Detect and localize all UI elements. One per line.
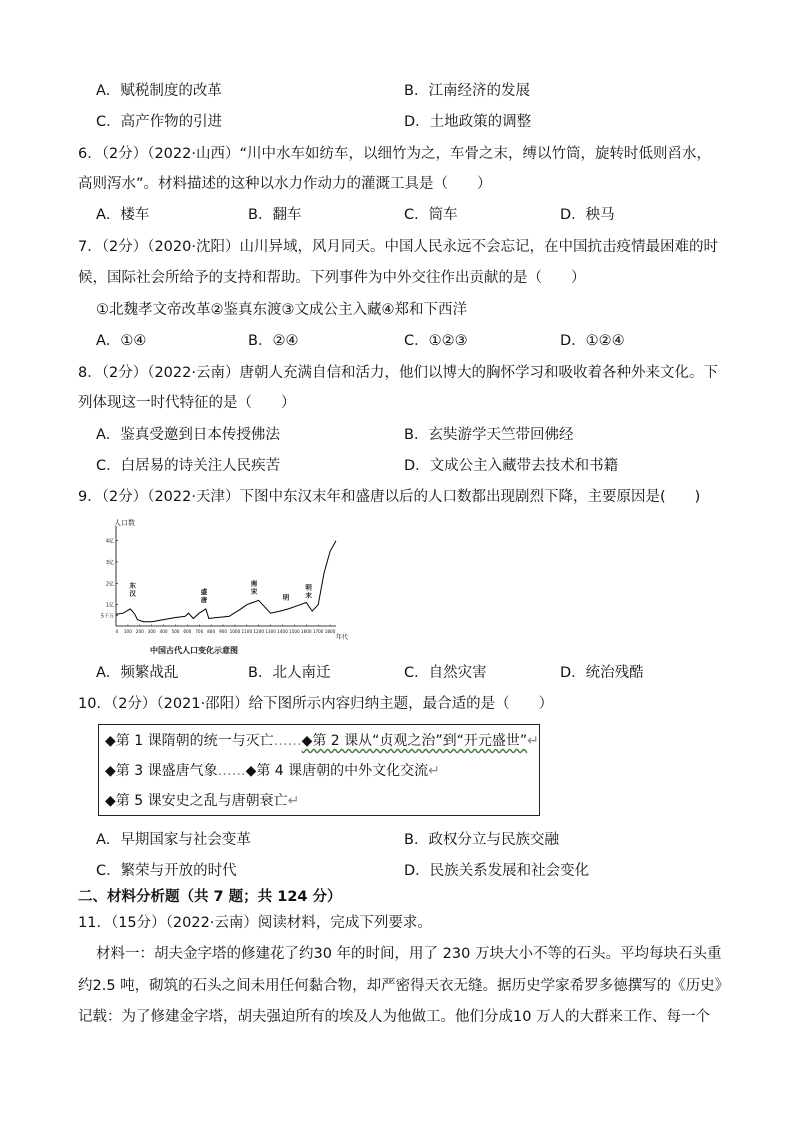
- y-tick-label: 5千万: [100, 613, 114, 620]
- lesson-list-box: [98, 724, 540, 816]
- period-annotation: 汉: [129, 589, 136, 598]
- q8-option-b: B．玄奘游学天竺带回佛经: [404, 427, 574, 443]
- period-annotation: 宋: [250, 587, 258, 596]
- x-tick-label: 1300: [265, 629, 276, 634]
- lesson-2: ◆第 2 课从“贞观之治”到“开元盛世”: [301, 733, 528, 749]
- x-tick-label: 400: [159, 629, 168, 634]
- q10-stem-line1: 10．（2分）（2021·邵阳）给下图所示内容归纳主题，最合适的是（ ）: [78, 696, 554, 712]
- q5-option-a: A．赋税制度的改革: [96, 83, 222, 99]
- lesson-row-3: [105, 791, 299, 811]
- q6-stem-line2: 高则泻水”。材料描述的这种以水力作动力的灌溉工具是（ ）: [78, 176, 492, 192]
- x-tick-label: 500: [171, 629, 180, 634]
- x-tick-label: 100: [123, 629, 132, 634]
- population-series-line: [116, 541, 336, 622]
- return-mark-1: ↵: [527, 733, 539, 749]
- period-annotation: 东: [129, 581, 136, 590]
- lesson-1: ◆第 1 课隋朝的统一与灭亡: [105, 733, 274, 749]
- q9-option-a: A．频繁战乱: [96, 665, 179, 681]
- dots-1: ……: [273, 733, 302, 749]
- q11-material-line1: 材料一：胡夫金字塔的修建花了约30 年的时间，用了 230 万块大小不等的石头。平均每块石头重: [96, 946, 722, 962]
- q9-option-c: C．自然灾害: [404, 665, 487, 681]
- x-tick-label: 300: [147, 629, 156, 634]
- q8-option-c: C．白居易的诗关注人民疾苦: [96, 458, 281, 474]
- period-annotation: 南: [250, 579, 258, 588]
- period-annotation: 唐: [200, 596, 208, 604]
- chart-ylabel: 人口数: [114, 519, 135, 527]
- q6-option-d: D．秧马: [560, 207, 615, 223]
- q5-option-d: D．土地政策的调整: [404, 114, 532, 130]
- lesson-4: ◆第 4 课唐朝的中外文化交流: [245, 763, 429, 779]
- q11-material-line2: 约2.5 吨，砌筑的石头之间未用任何黏合物，却严密得天衣无缝。据历史学家希罗多德撰写的《历史》: [78, 978, 730, 994]
- q5-option-b: B．江南经济的发展: [404, 83, 530, 99]
- q8-option-a: A．鉴真受邀到日本传授佛法: [96, 427, 280, 443]
- lesson-3: ◆第 3 课盛唐气象: [105, 763, 218, 779]
- lesson-row-2: [105, 761, 440, 781]
- q8-stem-line1: 8．（2分）（2022·云南）唐朝人充满自信和活力，他们以博大的胸怀学习和吸收着各种外来文化。下: [78, 365, 718, 381]
- lesson-row-1: [105, 731, 539, 751]
- x-tick-label: 1500: [289, 629, 300, 634]
- q9-option-d: D．统治残酷: [560, 665, 644, 681]
- chart-line-group: [116, 541, 336, 622]
- q6-stem-line1: 6．（2分）（2022·山西）“川中水车如纺车，以细竹为之，车骨之末，缚以竹筒，旋转时低则舀水，: [78, 146, 711, 162]
- q7-option-d: D．①②④: [560, 333, 625, 349]
- period-annotation: 明: [305, 583, 312, 592]
- q8-option-d: D．文成公主入藏带去技术和书籍: [404, 458, 619, 474]
- q6-option-b: B．翻车: [248, 207, 302, 223]
- x-tick-label: 700: [195, 629, 204, 634]
- q6-option-a: A．楼车: [96, 207, 150, 223]
- q10-option-c: C．繁荣与开放的时代: [96, 863, 237, 879]
- q7-option-c: C．①②③: [404, 333, 468, 349]
- lesson-5: ◆第 5 课安史之乱与唐朝衰亡: [105, 793, 288, 809]
- y-tick-label: 1亿: [105, 602, 114, 609]
- dots-2: ……: [217, 763, 246, 779]
- return-mark-2: ↵: [428, 763, 440, 779]
- chart-ticks: [101, 538, 336, 634]
- q6-option-c: C．筒车: [404, 207, 458, 223]
- q8-stem-line2: 列体现这一时代特征的是（ ）: [78, 395, 296, 411]
- q9-stem-line1: 9．（2分）（2022·天津）下图中东汉末年和盛唐以后的人口数都出现剧烈下降，主要原因是( ): [78, 489, 701, 505]
- x-tick-label: 1100: [241, 629, 253, 634]
- x-tick-label: 1000: [229, 629, 241, 634]
- q5-option-c: C．高产作物的引进: [96, 114, 223, 130]
- q11-material-line3: 记载：为了修建金字塔，胡夫强迫所有的埃及人为他做工。他们分成10 万人的大群来工作、每一个: [78, 1009, 711, 1025]
- q10-option-a: A．早期国家与社会变革: [96, 832, 251, 848]
- x-tick-label: 900: [219, 629, 228, 634]
- return-mark-3: ↵: [287, 793, 300, 809]
- q7-option-a: A．①④: [96, 333, 147, 349]
- y-tick-label: 2亿: [105, 581, 114, 588]
- q7-stem-line1: 7．（2分）（2020·沈阳）山川异域，风月同天。中国人民永远不会忘记，在中国抗击疫情最困难的时: [78, 239, 718, 255]
- q7-option-b: B．②④: [248, 333, 299, 349]
- x-tick-label: 1400: [277, 629, 288, 634]
- x-tick-label: 1200: [253, 629, 265, 634]
- x-origin-label: 0: [115, 629, 119, 634]
- q11-stem-line1: 11．（15分）（2022·云南）阅读材料，完成下列要求。: [78, 915, 432, 931]
- chart-annotations: [129, 578, 312, 604]
- q9-option-b: B．北人南迁: [248, 665, 331, 681]
- chart-axes: [116, 526, 336, 626]
- population-chart: [100, 516, 360, 658]
- x-tick-label: 1700: [312, 629, 324, 634]
- chart-title: 中国古代人口变化示意图: [150, 646, 238, 655]
- x-tick-label: 1800: [324, 629, 336, 634]
- period-annotation: 盛: [200, 588, 208, 596]
- x-tick-label: 600: [183, 629, 192, 634]
- y-tick-label: 4亿: [105, 538, 114, 545]
- y-tick-label: 3亿: [105, 560, 114, 566]
- q10-option-b: B．政权分立与民族交融: [404, 832, 559, 848]
- period-annotation: 明: [282, 593, 290, 602]
- q7-stem-line2: 候，国际社会所给予的支持和帮助。下列事件为中外交往作出贡献的是（ ）: [78, 270, 586, 286]
- q10-option-d: D．民族关系发展和社会变化: [404, 863, 590, 879]
- section2-title: 二、材料分析题（共 7 题；共 124 分）: [78, 889, 342, 905]
- x-tick-label: 800: [207, 629, 216, 634]
- period-annotation: 末: [305, 591, 312, 600]
- chart-xlabel: 年代: [336, 634, 349, 641]
- x-tick-label: 200: [135, 629, 144, 634]
- x-tick-label: 1600: [300, 629, 312, 634]
- q7-stem-line3: ①北魏孝文帝改革②鉴真东渡③文成公主入藏④郑和下西洋: [96, 302, 467, 318]
